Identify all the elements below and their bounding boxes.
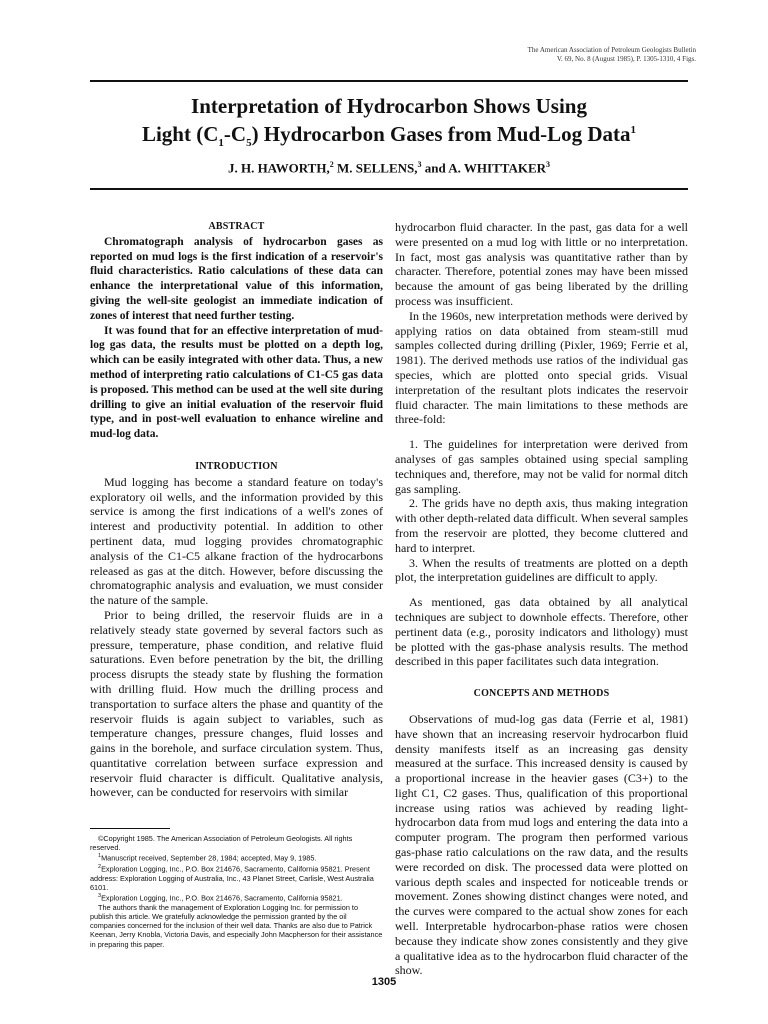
footnote xyxy=(90,892,383,903)
body-paragraph: As mentioned, gas data obtained by all analytical techniques are subject to downhole effects. Therefore, other pertinent data (e.g., porosity indicators and lithology) must be plotted with the gas-phase analysis results. The method described in this paper facilitates such data integration. xyxy=(395,595,688,669)
title-part: ) Hydrocarbon Gases from Mud-Log Data xyxy=(251,122,631,146)
page-number: 1305 xyxy=(371,976,397,988)
title-subscript: 1 xyxy=(218,137,224,150)
list-item: 2. The grids have no depth axis, thus making integration with other depth-related data difficult. When several samples from the reservoir are plotted, they become cluttered and hard to interpret. xyxy=(395,496,688,555)
author-footnote-mark: 3 xyxy=(546,160,551,169)
limitations-list xyxy=(395,437,688,585)
footnotes xyxy=(90,834,383,949)
body-paragraph: hydrocarbon fluid character. In the past, gas data for a well were presented on a mud log with little or no interpretation. In fact, most gas analysis was quantitative rather than by character. Therefore, potential zones may have been missed because the amount of gas being liberated by the drilling process was insufficient. xyxy=(395,220,688,308)
body-paragraph: Mud logging has become a standard feature on today's exploratory oil wells, and the information provided by this service is among the first indications of a well's zones of interest and productivity potential. In addition to other pertinent data, mud logging provides chromatographic analysis of the C1-C5 alkane fraction of the hydrocarbons released as gas at the ditch. However, before discussing the chromatographic analysis and evaluation, we must consider the nature of the sample. xyxy=(90,474,383,608)
title-footnote-mark: 1 xyxy=(630,124,637,136)
body-paragraph: Observations of mud-log gas data (Ferrie et al, 1981) have shown that an increasing reservoir hydrocarbon fluid density manifests itself as an increasing gas density measured at the surface. This increased density is caused by a proportional increase in the heavier gases (C3+) to the light C1, C2 gases. Thus, qualification of this proportional increase using ratios was achieved by reading light-hydrocarbon data from mud logs and entering the data into a computer program. The program then performed various gas-phase ratio calculations on the raw data, and the results were recorded on disk. The processed data were plotted on various depth scales and inspected for noticeable trends or movement. Zones showing distinct changes were noted, and the curves were compared to the actual show zones for each well. Interpretable hydrocarbon-phase ratios were chosen because they indicate show zones consistently and they give a qualitative idea as to the hydrocarbon fluid character of the show. xyxy=(395,711,688,978)
author: M. SELLENS, xyxy=(333,160,418,176)
abstract-heading: ABSTRACT xyxy=(208,221,265,232)
journal-name: The American Association of Petroleum Geologists Bulletin xyxy=(527,46,696,54)
abstract-paragraph: Chromatograph analysis of hydrocarbon gases as reported on mud logs is the first indication of a reservoir's fluid characteristics. Ratio calculations of these data can enhance the interpretational value of this information, giving the well-site geologist an immediate indication of zones of interest that need further testing. xyxy=(90,235,383,322)
title-line-2 xyxy=(90,120,688,148)
footnote-mark: 1 xyxy=(98,853,102,860)
body-paragraph: Prior to being drilled, the reservoir fluids are in a relatively steady state governed by several factors such as pressure, temperature, phase condition, and relative fluid saturations. Even before penetration by the bit, the drilling process disrupts the steady state by flushing the formation with drilling fluid. How much the drilling process and transportation to surface alters the phase and quantity of the reservoir fluids is again subject to variables, such as temperature changes, pressure changes, fluid losses and gains in the borehole, and surface circulation system. Thus, quantitative correlation between surface expression and reservoir fluid character is difficult. Qualitative analysis, however, can be conducted for reservoirs with similar xyxy=(90,607,383,800)
footnote-copyright: ©Copyright 1985. The American Association of Petroleum Geologists. All rights reserved. xyxy=(90,834,353,853)
footnote-rule xyxy=(90,828,170,829)
author-footnote-mark: 3 xyxy=(417,160,422,169)
journal-header xyxy=(528,46,696,64)
list-item: 1. The guidelines for interpretation were derived from analyses of gas samples obtained using special sampling techniques and, therefore, may not be valid for normal ditch gas sampling. xyxy=(395,437,688,496)
journal-citation: V. 69, No. 8 (August 1985), P. 1305-1310, 4 Figs. xyxy=(556,55,696,63)
introduction-heading: INTRODUCTION xyxy=(195,460,278,472)
author: and A. WHITTAKER xyxy=(421,160,547,176)
footnote-text: Exploration Logging, Inc., P.O. Box 214676, Sacramento, California 95821. Present address: Exploration Logging of Australia, Inc., 43 Planet Street, Carlisle, West Australia 6101. xyxy=(90,864,374,892)
right-column xyxy=(395,220,688,978)
abstract-body xyxy=(90,235,383,442)
footnote xyxy=(90,852,383,863)
footnote-mark: 2 xyxy=(98,864,102,871)
author-footnote-mark: 2 xyxy=(329,160,334,169)
title-part: -C xyxy=(223,122,247,146)
bottom-rule xyxy=(90,188,688,190)
footnote xyxy=(90,863,383,892)
article-title xyxy=(90,92,688,148)
title-subscript: 5 xyxy=(246,137,252,150)
left-column xyxy=(90,220,383,800)
list-item: 3. When the results of treatments are plotted on a depth plot, the interpretation guidelines are difficult to apply. xyxy=(395,555,688,585)
title-part: Light (C xyxy=(141,122,219,146)
body-paragraph: In the 1960s, new interpretation methods were derived by applying ratios on data obtained from steam-still mud samples collected during drilling (Pixler, 1969; Ferrie et al, 1981). The derived methods use ratios of the individual gas species, which are plotted onto special grids. Visual interpretation of the resultant plots indicates the reservoir fluid character. The main limitations to these methods are three-fold: xyxy=(395,308,688,427)
top-rule xyxy=(90,80,688,82)
footnote-text: Exploration Logging, Inc., P.O. Box 214676, Sacramento, California 95821. xyxy=(101,893,343,903)
abstract-paragraph: It was found that for an effective interpretation of mud-log gas data, the results must be plotted on a depth log, which can be easily integrated with other data. Thus, a new method of interpreting ratio calculations of C1-C5 gas data is proposed. This method can be used at the well site during drilling to give an initial evaluation of the reservoir fluid type, and in post-well evaluation to enhance wireline and mud-log data. xyxy=(90,324,383,441)
footnote-text: Manuscript received, September 28, 1984; accepted, May 9, 1985. xyxy=(101,853,317,863)
concepts-heading: CONCEPTS AND METHODS xyxy=(473,688,610,700)
footnote-acknowledgment: The authors thank the management of Exploration Logging Inc. for permission to publish this article. We gratefully acknowledge the permission granted by the oil companies concerned for the inclusion of their well data. Thanks are also due to Patrick Keenan, Jerry Knobla, Victoria Davis, and especially John Macpherson for their assistance in preparing this paper. xyxy=(90,902,383,949)
title-line-1: Interpretation of Hydrocarbon Shows Using xyxy=(191,94,587,118)
author-line xyxy=(90,160,688,176)
author: J. H. HAWORTH, xyxy=(227,160,330,176)
footnote-mark: 3 xyxy=(98,893,102,900)
